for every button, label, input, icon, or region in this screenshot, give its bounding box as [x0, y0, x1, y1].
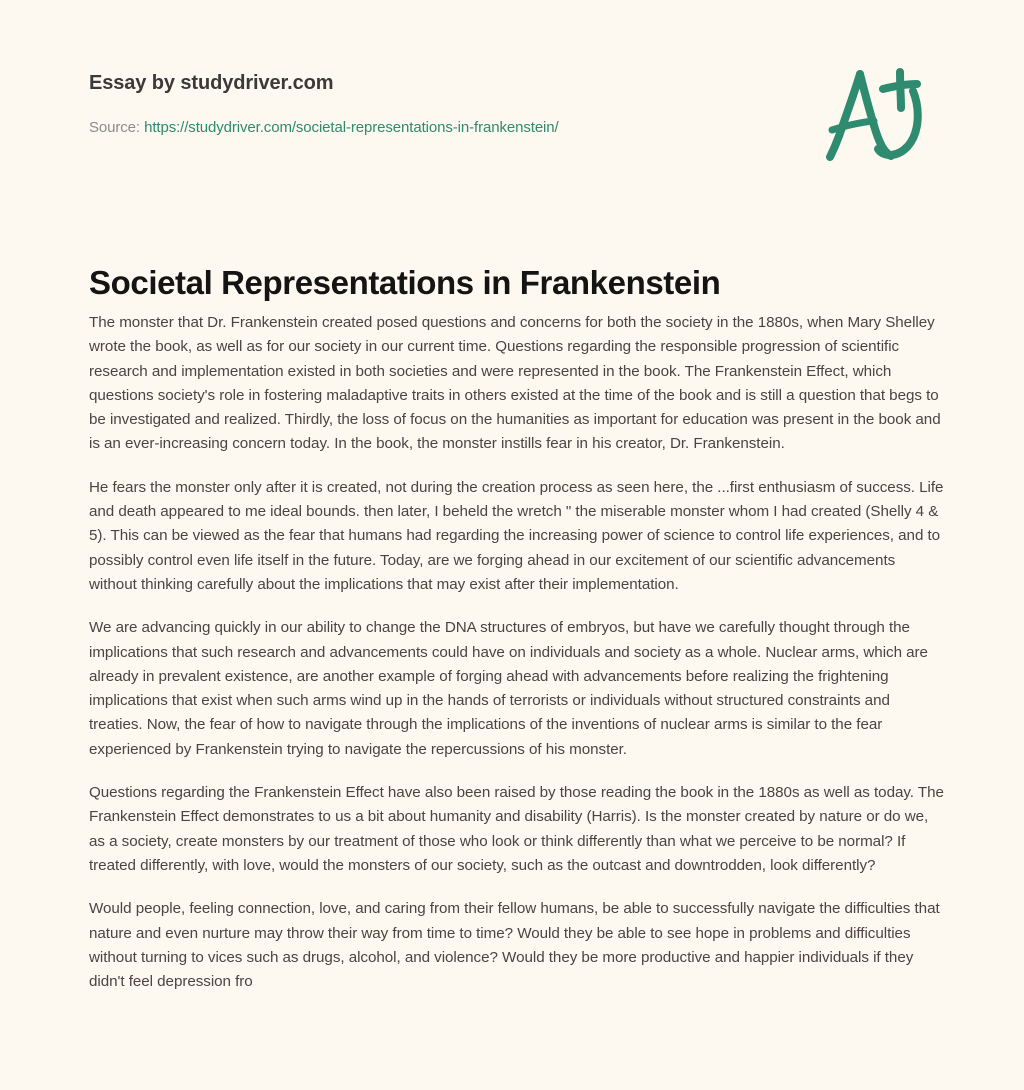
source-line: [89, 119, 559, 136]
source-label: Source:: [89, 119, 140, 136]
body-paragraph: He fears the monster only after it is created, not during the creation process as seen here, the ...first enthusiasm of success. Life and death appeared to me ideal bounds. then later, I beheld the wretch " the miserable monster whom I had created (Shelly 4 & 5). This can be viewed as the fear that humans had regarding the increasing power of science to control life experiences, and to possibly control even life itself in the future. Today, are we forging ahead in our excitement of our scientific advancements without thinking carefully about the implications that may exist after their implementation.: [89, 478, 944, 593]
essay-byline: Essay by studydriver.com: [89, 72, 334, 94]
essay-body: [89, 311, 945, 994]
body-paragraph: Would people, feeling connection, love, and caring from their fellow humans, be able to successfully navigate the difficulties that nature and even nurture may throw their way from time to time? Would they be able to see hope in problems and difficulties without turning to vices such as drugs, alcohol, and violence? Would they be more productive and happier individuals if they didn't feel depression fro: [89, 900, 940, 991]
body-paragraph: Questions regarding the Frankenstein Effect have also been raised by those reading the book in the 1880s as well as today. The Frankenstein Effect demonstrates to us a bit about humanity and disability (Harris). Is the monster created by nature or do we, as a society, create monsters by our treatment of those who look or think differently than what we perceive to be normal? If treated differently, with love, would the monsters of our society, such as the outcast and downtrodden, look differently?: [89, 784, 944, 874]
body-paragraph: We are advancing quickly in our ability to change the DNA structures of embryos, but have we carefully thought through the implications that such research and advancements could have on individuals and society as a whole. Nuclear arms, which are already in prevalent existence, are another example of forging ahead with advancements before realizing the frightening implications that exist when such arms wind up in the hands of terrorists or individuals without structured constraints and treaties. Now, the fear of how to navigate through the implications of the inventions of nuclear arms is similar to the fear experienced by Frankenstein trying to navigate the repercussions of his monster.: [89, 619, 928, 758]
source-url-link[interactable]: https://studydriver.com/societal-representations-in-frankenstein/: [144, 119, 559, 136]
page-header: [0, 0, 1024, 200]
a-plus-logo-svg: [816, 58, 934, 170]
body-paragraph: The monster that Dr. Frankenstein created posed questions and concerns for both the society in the 1880s, when Mary Shelley wrote the book, as well as for our society in our current time. Questions regarding the responsible progression of scientific research and implementation existed in both societies and were represented in the book. The Frankenstein Effect, which questions society's role in fostering maladaptive traits in others existed at the time of the book and is still a question that begs to be investigated and realized. Thirdly, the loss of focus on the humanities as important for education was present in the book and is an ever-increasing concern today. In the book, the monster instills fear in his creator, Dr. Frankenstein.: [89, 314, 941, 453]
page-title: Societal Representations in Frankenstein: [89, 264, 721, 302]
a-plus-logo-icon: [816, 58, 934, 170]
